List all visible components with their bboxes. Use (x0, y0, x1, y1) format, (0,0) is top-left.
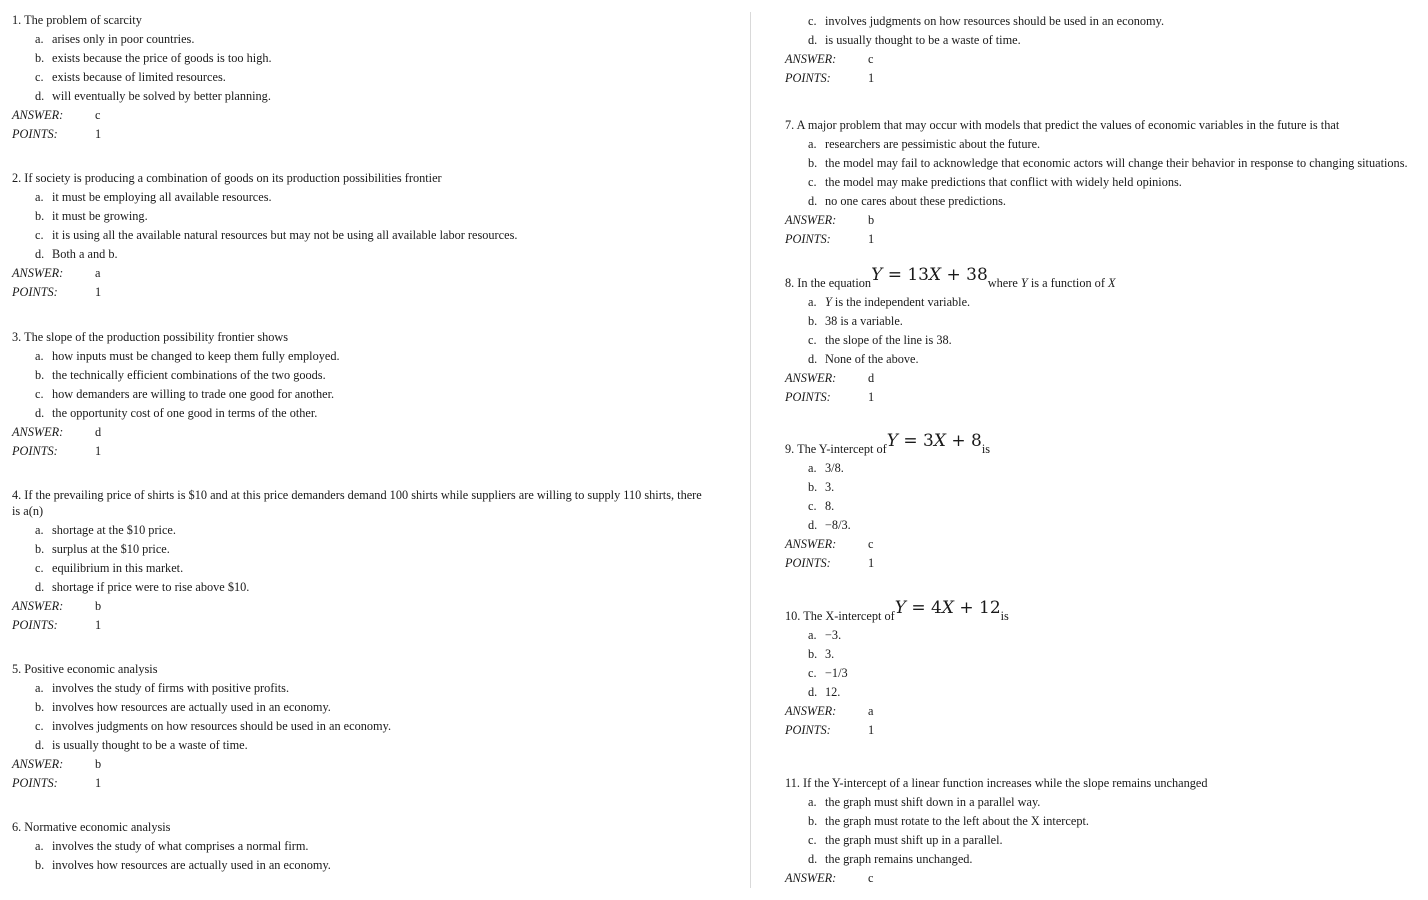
points-value: 1 (868, 71, 875, 85)
answer-row: ANSWER: b (12, 755, 158, 774)
equation: Y = 13X + 38 (871, 265, 988, 285)
option-list (785, 459, 990, 535)
option-b: b. 38 is a variable. (808, 314, 903, 328)
option-b: b. 3. (808, 647, 835, 661)
answer-row: ANSWER: c (12, 106, 142, 125)
column-divider (750, 12, 751, 888)
option-c: c. how demanders are willing to trade one good for another. (35, 387, 335, 401)
question-stem: 10. The X-intercept ofY = 4X + 12is (785, 598, 1009, 623)
option-d: d. −8/3. (808, 518, 851, 532)
option-b: b. the technically efficient combinations of the two goods. (35, 368, 326, 382)
question-8 (785, 265, 1116, 407)
answer-value: a (868, 704, 874, 718)
question-11 (785, 775, 1208, 888)
answer-value: c (868, 871, 874, 885)
points-value: 1 (95, 618, 102, 632)
question-7 (785, 117, 1408, 249)
points-value: 1 (868, 232, 875, 246)
answer-value: c (95, 108, 101, 122)
points-row: POINTS: 1 (785, 69, 836, 88)
option-list (785, 626, 1009, 702)
points-row: POINTS: 1 (12, 442, 288, 461)
question-stem: 4. If the prevailing price of shirts is $10 and at this price demanders demand 100 shirts while suppliers are willing to supply 110 shirts, there is a(n) (12, 488, 702, 518)
option-c: c. the slope of the line is 38. (808, 333, 952, 347)
option-d: d. is usually thought to be a waste of time. (808, 33, 1021, 47)
answer-row: ANSWER: d (12, 423, 288, 442)
option-b: b. involves how resources are actually used in an economy. (35, 700, 331, 714)
option-d: d. the graph remains unchanged. (808, 852, 973, 866)
question-6-continued (785, 12, 1165, 88)
equation: Y = 4X + 12 (894, 598, 1001, 618)
answer-value: c (868, 537, 874, 551)
points-row: POINTS: 1 (785, 388, 1116, 407)
option-c: c. involves judgments on how resources should be used in an economy. (808, 14, 1165, 28)
option-d: d. 12. (808, 685, 841, 699)
answer-value: b (868, 213, 875, 227)
points-value: 1 (95, 285, 102, 299)
option-b: b. the graph must rotate to the left about the X intercept. (808, 814, 1089, 828)
points-row: POINTS: 1 (785, 554, 990, 573)
answer-row: ANSWER: a (12, 264, 442, 283)
question-stem: 2. If society is producing a combination of goods on its production possibilities frontier (12, 171, 442, 185)
option-a: a. shortage at the $10 price. (35, 523, 176, 537)
answer-row: ANSWER: b (785, 211, 1339, 230)
option-b: b. the model may fail to acknowledge that economic actors will change their behavior in response to changing situations. (808, 156, 1408, 170)
answer-value: b (95, 599, 102, 613)
question-stem: 6. Normative economic analysis (12, 820, 171, 834)
points-row: POINTS: 1 (12, 774, 158, 793)
question-stem: 8. In the equationY = 13X + 38where Y is a function of X (785, 265, 1116, 290)
option-c: c. −1/3 (808, 666, 848, 680)
points-row: POINTS: 1 (12, 283, 442, 302)
option-b: b. it must be growing. (35, 209, 148, 223)
answer-value: d (868, 371, 875, 385)
answer-value: c (868, 52, 874, 66)
option-a: a. the graph must shift down in a parallel way. (808, 795, 1041, 809)
question-stem: 3. The slope of the production possibility frontier shows (12, 330, 289, 344)
answer-row: ANSWER: a (785, 702, 1009, 721)
option-a: a. arises only in poor countries. (35, 32, 195, 46)
option-c: c. the model may make predictions that conflict with widely held opinions. (808, 175, 1182, 189)
points-value: 1 (868, 556, 875, 570)
option-a: a. how inputs must be changed to keep them fully employed. (35, 349, 340, 363)
question-9 (785, 431, 991, 573)
option-list (12, 30, 272, 106)
option-d: d. Both a and b. (35, 247, 118, 261)
points-row: POINTS: 1 (785, 721, 1009, 740)
option-b: b. surplus at the $10 price. (35, 542, 170, 556)
points-value: 1 (95, 127, 102, 141)
option-list (12, 837, 331, 875)
option-c: c. it is using all the available natural resources but may not be using all available labor resources. (35, 228, 518, 242)
points-row: POINTS: 1 (12, 616, 702, 635)
option-a: a. involves the study of firms with positive profits. (35, 681, 290, 695)
question-stem: 9. The Y-intercept ofY = 3X + 8is (785, 431, 991, 456)
option-a: a. involves the study of what comprises a normal firm. (35, 839, 309, 853)
option-d: d. the opportunity cost of one good in terms of the other. (35, 406, 318, 420)
option-d: d. will eventually be solved by better planning. (35, 89, 271, 103)
answer-row: ANSWER: c (785, 535, 990, 554)
option-d: d. is usually thought to be a waste of time. (35, 738, 248, 752)
points-value: 1 (868, 723, 875, 737)
question-stem: 5. Positive economic analysis (12, 662, 158, 676)
question-1 (12, 12, 272, 144)
option-a: a. −3. (808, 628, 842, 642)
option-list (785, 793, 1208, 869)
question-stem: 7. A major problem that may occur with models that predict the values of economic variables in the future is that (785, 118, 1340, 132)
option-d: d. no one cares about these predictions. (808, 194, 1006, 208)
answer-row: ANSWER: c (785, 869, 1208, 888)
option-list (785, 293, 1116, 369)
question-10 (785, 598, 1009, 740)
option-b: b. 3. (808, 480, 835, 494)
answer-row: ANSWER: d (785, 369, 1116, 388)
question-4 (12, 487, 702, 635)
question-6 (12, 819, 331, 875)
question-3 (12, 329, 340, 461)
option-list (785, 135, 1408, 211)
option-b: b. exists because the price of goods is too high. (35, 51, 272, 65)
question-5 (12, 661, 392, 793)
option-list (12, 347, 340, 423)
option-list (12, 188, 518, 264)
option-c: c. equilibrium in this market. (35, 561, 184, 575)
points-value: 1 (95, 776, 102, 790)
option-a: a. Y is the independent variable. (808, 295, 971, 309)
question-2 (12, 170, 518, 302)
points-row: POINTS: 1 (12, 125, 142, 144)
option-list (12, 521, 702, 597)
option-a: a. it must be employing all available resources. (35, 190, 272, 204)
equation: Y = 3X + 8 (886, 431, 982, 451)
answer-value: d (95, 425, 102, 439)
option-d: d. None of the above. (808, 352, 919, 366)
option-list (785, 12, 1165, 50)
points-row: POINTS: 1 (785, 230, 1339, 249)
option-a: a. 3/8. (808, 461, 844, 475)
option-list (12, 679, 392, 755)
answer-row: ANSWER: b (12, 597, 702, 616)
points-value: 1 (95, 444, 102, 458)
option-c: c. the graph must shift up in a parallel. (808, 833, 1003, 847)
option-d: d. shortage if price were to rise above $10. (35, 580, 250, 594)
answer-value: a (95, 266, 101, 280)
question-stem: 1. The problem of scarcity (12, 13, 142, 27)
option-b: b. involves how resources are actually used in an economy. (35, 858, 331, 872)
option-c: c. 8. (808, 499, 835, 513)
option-c: c. exists because of limited resources. (35, 70, 226, 84)
answer-value: b (95, 757, 102, 771)
option-a: a. researchers are pessimistic about the future. (808, 137, 1041, 151)
points-value: 1 (868, 390, 875, 404)
option-c: c. involves judgments on how resources should be used in an economy. (35, 719, 392, 733)
answer-row: ANSWER: c (785, 50, 836, 69)
question-stem: 11. If the Y-intercept of a linear function increases while the slope remains unchanged (785, 776, 1208, 790)
